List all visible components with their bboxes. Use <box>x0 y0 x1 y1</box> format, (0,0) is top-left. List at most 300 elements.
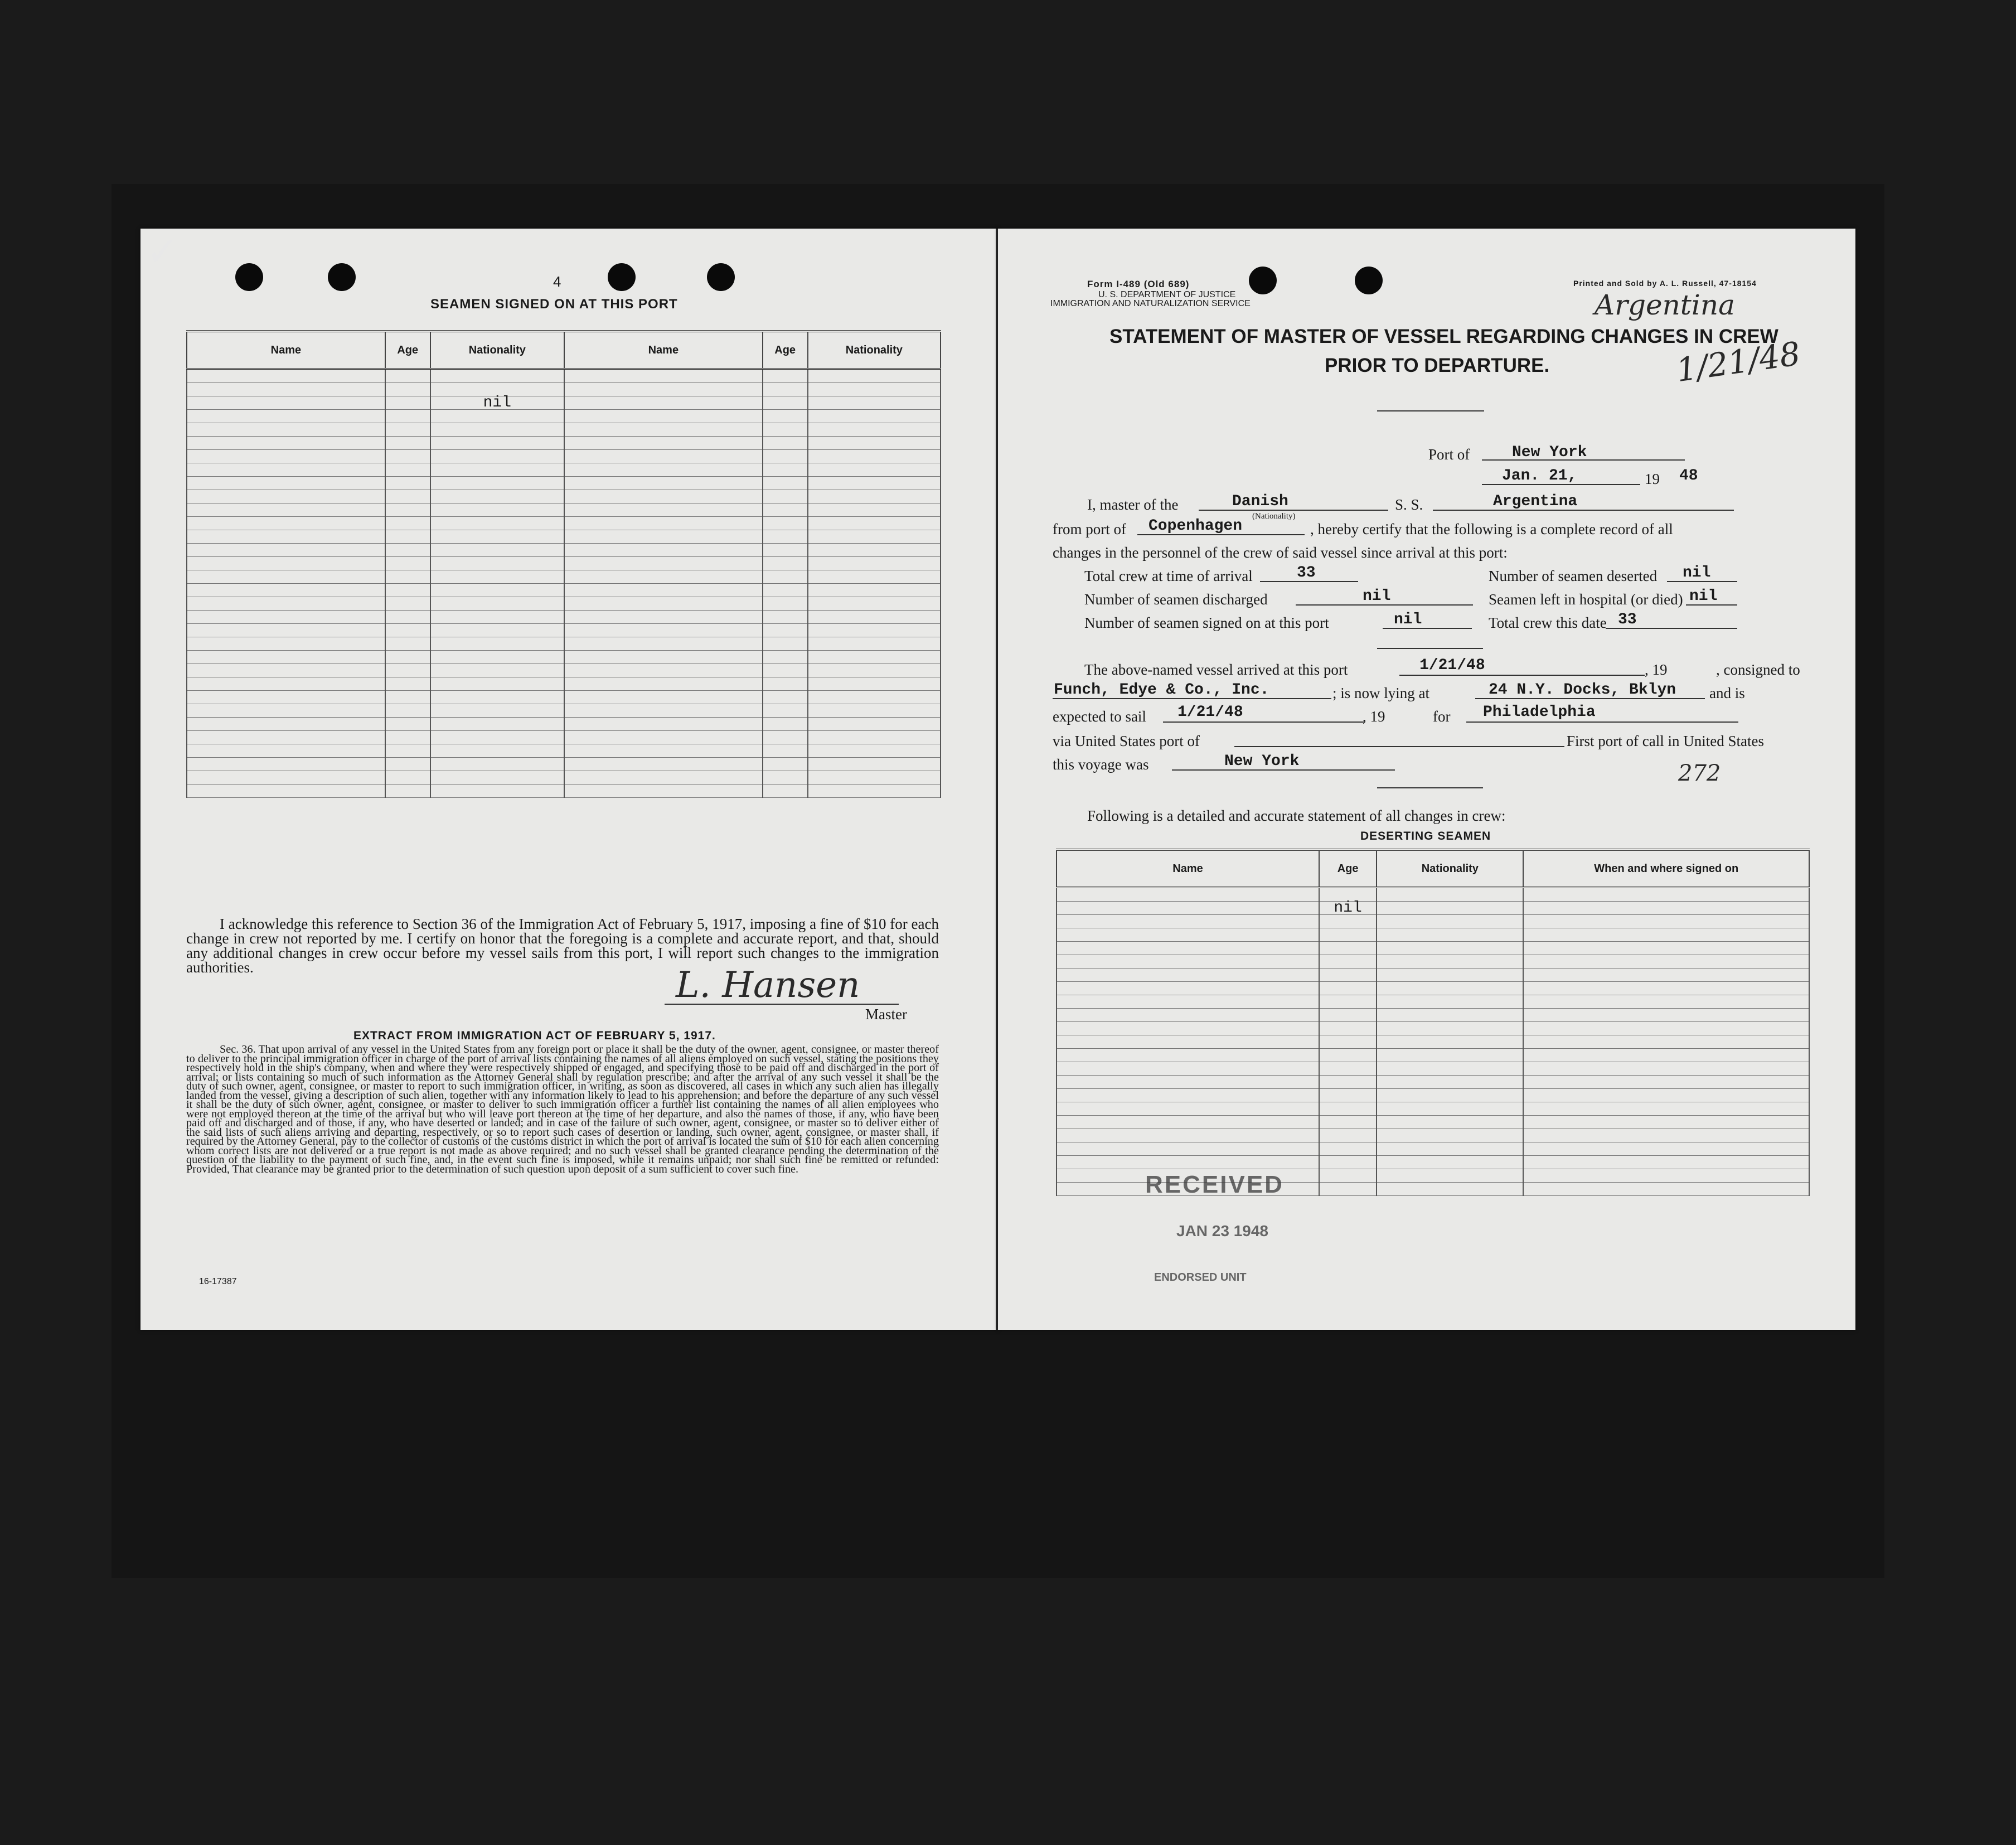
left-heading: SEAMEN SIGNED ON AT THIS PORT <box>430 297 678 312</box>
table-cell <box>1319 1049 1377 1062</box>
table-cell <box>1523 1156 1809 1169</box>
table-cell <box>430 570 564 584</box>
table-cell <box>385 624 430 637</box>
table-cell <box>808 785 941 798</box>
table-cell <box>385 503 430 517</box>
table-cell <box>1319 1142 1377 1156</box>
signature-caption: Master <box>865 1006 907 1023</box>
table-cell <box>763 437 808 450</box>
master-label: I, master of the <box>1087 496 1179 513</box>
table-row <box>187 410 941 423</box>
table-cell <box>430 503 564 517</box>
table-row <box>187 383 941 396</box>
table-cell <box>385 557 430 570</box>
table-row <box>1057 995 1809 1009</box>
table-cell <box>1057 1089 1319 1102</box>
table-cell <box>187 744 385 758</box>
field-line <box>1383 628 1472 629</box>
field-line <box>1137 534 1305 535</box>
field-line <box>1482 484 1640 485</box>
table-cell <box>763 383 808 396</box>
table-cell <box>564 758 763 771</box>
table-cell <box>808 584 941 597</box>
table-cell <box>808 410 941 423</box>
table-cell <box>1057 1142 1319 1156</box>
lying-label: ; is now lying at <box>1332 685 1429 701</box>
table-row <box>187 718 941 731</box>
table-cell <box>1377 1156 1523 1169</box>
arrived-year: , 19 <box>1645 661 1668 678</box>
printer-line: Printed and Sold by A. L. Russell, 47-18154 <box>1573 279 1757 288</box>
table-row <box>1057 1062 1809 1076</box>
hospital-label: Seamen left in hospital (or died) <box>1489 591 1683 608</box>
field-line <box>1475 698 1705 699</box>
table-cell <box>1319 1076 1377 1089</box>
table-cell <box>1319 928 1377 942</box>
sail-value: 1/21/48 <box>1177 704 1243 721</box>
table-cell <box>1523 1129 1809 1142</box>
table-row <box>1057 1022 1809 1035</box>
department-line: U. S. DEPARTMENT OF JUSTICE <box>1098 290 1236 299</box>
section-rule <box>1377 787 1483 788</box>
table-cell <box>564 477 763 490</box>
date-value: Jan. 21, <box>1502 467 1577 485</box>
table-cell <box>385 490 430 503</box>
table-cell <box>564 718 763 731</box>
table-cell <box>808 731 941 744</box>
table-cell <box>1319 1022 1377 1035</box>
table-row <box>187 771 941 785</box>
table-cell <box>808 718 941 731</box>
punch-hole <box>1355 267 1383 294</box>
punch-hole <box>328 263 356 291</box>
field-line <box>1053 698 1331 699</box>
table-cell <box>1057 888 1319 902</box>
table-row <box>187 530 941 544</box>
nationality-caption: (Nationality) <box>1252 512 1296 521</box>
table-cell <box>385 718 430 731</box>
table-row <box>187 423 941 437</box>
first-port-label: First port of call in United States <box>1567 733 1764 749</box>
table-cell <box>187 503 385 517</box>
table-cell <box>808 544 941 557</box>
table-cell <box>564 437 763 450</box>
table-cell <box>430 557 564 570</box>
table-row <box>187 450 941 463</box>
table-cell <box>385 637 430 651</box>
table-cell <box>430 731 564 744</box>
table-cell <box>385 517 430 530</box>
table-cell <box>1523 1076 1809 1089</box>
deserted-value: nil <box>1683 564 1711 582</box>
signature-line <box>665 1004 899 1005</box>
table-cell <box>808 437 941 450</box>
table-cell <box>187 624 385 637</box>
table-cell <box>564 530 763 544</box>
arrived-value: 1/21/48 <box>1419 657 1485 674</box>
table-cell <box>1319 1089 1377 1102</box>
field-line <box>1234 746 1564 747</box>
table-cell <box>763 758 808 771</box>
table-cell <box>564 584 763 597</box>
table-cell <box>1377 968 1523 982</box>
table-row <box>187 664 941 677</box>
table-cell <box>385 437 430 450</box>
table-cell <box>385 731 430 744</box>
table-cell <box>1523 902 1809 915</box>
total-arrival-label: Total crew at time of arrival <box>1084 568 1253 584</box>
table-row <box>1057 928 1809 942</box>
table-cell <box>385 369 430 383</box>
table-cell <box>1377 1089 1523 1102</box>
form-code: 16-17387 <box>199 1277 237 1286</box>
table-cell <box>1057 942 1319 955</box>
table-cell <box>1057 1076 1319 1089</box>
table-cell <box>430 423 564 437</box>
table-cell <box>1523 1009 1809 1022</box>
table-row <box>187 557 941 570</box>
table-cell <box>808 450 941 463</box>
table-cell <box>564 637 763 651</box>
table-cell <box>385 423 430 437</box>
table-cell <box>808 704 941 718</box>
table-cell <box>385 570 430 584</box>
table-row <box>1057 1009 1809 1022</box>
left-page <box>140 229 998 1330</box>
table-cell <box>1319 1183 1377 1196</box>
table-cell <box>1057 1049 1319 1062</box>
table-row <box>187 677 941 691</box>
table-row <box>187 463 941 477</box>
table-cell <box>564 557 763 570</box>
endorsed-stamp: ENDORSED UNIT <box>1154 1271 1247 1284</box>
table-cell <box>564 624 763 637</box>
table-cell <box>430 450 564 463</box>
table-cell <box>187 584 385 597</box>
nil-entry: nil <box>1319 902 1377 915</box>
table-cell <box>187 557 385 570</box>
table-cell <box>808 517 941 530</box>
table-cell <box>763 771 808 785</box>
table-cell <box>187 530 385 544</box>
for-label: for <box>1433 708 1451 725</box>
table-cell <box>430 410 564 423</box>
table-cell <box>763 744 808 758</box>
from-port-label: from port of <box>1053 521 1126 537</box>
table-row <box>1057 942 1809 955</box>
table-cell <box>763 369 808 383</box>
table-cell <box>564 544 763 557</box>
table-cell <box>564 677 763 691</box>
table-cell <box>808 651 941 664</box>
table-cell <box>1057 995 1319 1009</box>
table-cell <box>763 597 808 611</box>
seamen-signed-on-table <box>186 330 941 798</box>
destination-value: Philadelphia <box>1483 704 1596 721</box>
table-cell <box>763 463 808 477</box>
following-text: Following is a detailed and accurate statement of all changes in crew: <box>1087 807 1506 824</box>
table-row <box>187 744 941 758</box>
table-row <box>1057 1049 1809 1062</box>
table-cell <box>763 530 808 544</box>
table-cell <box>1319 982 1377 995</box>
master-signature: L. Hansen <box>676 965 860 1006</box>
field-line <box>1260 581 1358 582</box>
consigned-label: , consigned to <box>1716 661 1800 678</box>
table-cell <box>1377 888 1523 902</box>
table-cell <box>564 410 763 423</box>
table-cell <box>187 410 385 423</box>
table-cell <box>1523 1035 1809 1049</box>
table-cell <box>187 463 385 477</box>
table-row <box>187 691 941 704</box>
table-row <box>187 544 941 557</box>
table-row <box>1057 955 1809 968</box>
table-cell <box>385 410 430 423</box>
table-cell <box>385 744 430 758</box>
nil-entry: nil <box>430 396 564 410</box>
field-line <box>1667 581 1737 582</box>
table-cell <box>187 396 385 410</box>
table-cell <box>385 383 430 396</box>
table-cell <box>430 785 564 798</box>
table-cell <box>187 369 385 383</box>
extract-heading: EXTRACT FROM IMMIGRATION ACT OF FEBRUARY 5, 1917. <box>353 1029 716 1042</box>
page-number: 4 <box>553 273 561 290</box>
table-cell <box>187 651 385 664</box>
table-cell <box>187 704 385 718</box>
table-row <box>187 597 941 611</box>
table-cell <box>187 383 385 396</box>
table-cell <box>808 677 941 691</box>
column-when-where: When and where signed on <box>1523 850 1809 888</box>
table-cell <box>1377 915 1523 928</box>
table-cell <box>763 570 808 584</box>
table-cell <box>1057 1062 1319 1076</box>
table-cell <box>763 450 808 463</box>
table-cell <box>187 477 385 490</box>
table-row <box>187 437 941 450</box>
ss-label: S. S. <box>1395 496 1423 513</box>
table-cell <box>564 691 763 704</box>
table-cell <box>564 785 763 798</box>
table-cell <box>808 597 941 611</box>
ship-value: Argentina <box>1493 493 1578 510</box>
service-line: IMMIGRATION AND NATURALIZATION SERVICE <box>1050 299 1251 308</box>
table-cell <box>1057 1035 1319 1049</box>
table-cell <box>763 718 808 731</box>
table-cell <box>187 758 385 771</box>
table-row <box>1057 902 1809 915</box>
table-cell <box>187 771 385 785</box>
table-cell <box>1319 955 1377 968</box>
field-line <box>1199 510 1388 511</box>
table-cell <box>187 490 385 503</box>
table-cell <box>1319 995 1377 1009</box>
table-row <box>187 785 941 798</box>
table-row <box>1057 1076 1809 1089</box>
table-cell <box>1319 1062 1377 1076</box>
title-rule <box>1377 410 1484 411</box>
table-cell <box>1377 1049 1523 1062</box>
table-cell <box>430 544 564 557</box>
table-row <box>1057 1089 1809 1102</box>
table-cell <box>187 677 385 691</box>
form-title: STATEMENT OF MASTER OF VESSEL REGARDING CHANGES IN CREW <box>1109 326 1778 347</box>
table-cell <box>564 517 763 530</box>
table-row <box>187 490 941 503</box>
table-cell <box>430 718 564 731</box>
table-cell <box>808 369 941 383</box>
table-cell <box>808 490 941 503</box>
table-cell <box>763 517 808 530</box>
table-cell <box>187 423 385 437</box>
table-cell <box>1377 1102 1523 1116</box>
table-cell <box>1057 1102 1319 1116</box>
table-row <box>1057 1129 1809 1142</box>
column-nationality: Nationality <box>1377 850 1523 888</box>
table-cell <box>564 450 763 463</box>
table-cell <box>430 477 564 490</box>
sail-year: , 19 <box>1363 708 1385 725</box>
table-cell <box>430 597 564 611</box>
table-cell <box>1057 1156 1319 1169</box>
table-cell <box>430 758 564 771</box>
table-cell <box>430 517 564 530</box>
table-cell <box>1523 1089 1809 1102</box>
table-cell <box>763 624 808 637</box>
column-age: Age <box>385 331 430 369</box>
sail-label: expected to sail <box>1053 708 1146 725</box>
table-cell <box>1377 1022 1523 1035</box>
signed-on-value: nil <box>1394 611 1422 628</box>
port-value: New York <box>1512 444 1587 461</box>
table-cell <box>1523 955 1809 968</box>
table-cell <box>1057 968 1319 982</box>
table-cell <box>1523 995 1809 1009</box>
voyage-value: New York <box>1224 753 1300 770</box>
field-line <box>1466 721 1738 723</box>
table-cell <box>385 691 430 704</box>
table-row <box>187 637 941 651</box>
table-cell <box>1377 1009 1523 1022</box>
table-cell <box>763 731 808 744</box>
table-cell <box>1057 1022 1319 1035</box>
table-cell <box>385 611 430 624</box>
table-cell <box>187 544 385 557</box>
and-is-text: and is <box>1709 685 1745 701</box>
table-cell <box>430 651 564 664</box>
table-row <box>187 651 941 664</box>
received-stamp: RECEIVED <box>1145 1171 1284 1198</box>
table-cell <box>1377 1062 1523 1076</box>
table-cell <box>430 624 564 637</box>
table-cell <box>808 503 941 517</box>
table-row <box>1057 1142 1809 1156</box>
field-line <box>1296 604 1473 606</box>
table-cell <box>385 771 430 785</box>
table-cell <box>1523 1142 1809 1156</box>
table-cell <box>430 744 564 758</box>
table-cell <box>1377 1116 1523 1129</box>
punch-hole <box>707 263 735 291</box>
table-cell <box>430 691 564 704</box>
punch-hole <box>1249 267 1277 294</box>
page-annotation: 272 <box>1678 761 1721 786</box>
table-cell <box>763 785 808 798</box>
table-cell <box>385 785 430 798</box>
table-cell <box>564 597 763 611</box>
table-row <box>1057 1102 1809 1116</box>
table-cell <box>430 463 564 477</box>
table-row <box>187 731 941 744</box>
form-number: Form I-489 (Old 689) <box>1087 279 1190 289</box>
table-cell <box>1523 1049 1809 1062</box>
table-cell <box>1523 1183 1809 1196</box>
table-cell <box>385 396 430 410</box>
table-cell <box>564 744 763 758</box>
table-cell <box>564 490 763 503</box>
column-age: Age <box>763 331 808 369</box>
table-row <box>187 396 941 410</box>
table-cell <box>1377 1076 1523 1089</box>
table-cell <box>1377 1183 1523 1196</box>
table-row <box>1057 915 1809 928</box>
table-cell <box>1377 942 1523 955</box>
table-cell <box>1377 1035 1523 1049</box>
table-cell <box>564 423 763 437</box>
table-cell <box>385 664 430 677</box>
table-cell <box>430 369 564 383</box>
table-cell <box>430 771 564 785</box>
table-cell <box>763 557 808 570</box>
table-cell <box>1377 982 1523 995</box>
discharged-value: nil <box>1363 588 1391 605</box>
table-cell <box>808 463 941 477</box>
table-cell <box>385 544 430 557</box>
acknowledgment-text: I acknowledge this reference to Section 36 of the Immigration Act of February 5, 1917, imposing a fine of $10 for each change in crew not reported by me. I certify on honor that the foregoing is a complete and accurate report, and that, should any additional changes in crew occur before my vessel sails from this port, I will report such changes to the immigration authorities. <box>186 916 939 976</box>
table-cell <box>1319 1102 1377 1116</box>
column-nationality: Nationality <box>808 331 941 369</box>
table-cell <box>385 450 430 463</box>
table-cell <box>430 437 564 450</box>
table-row <box>187 517 941 530</box>
table-cell <box>763 704 808 718</box>
table-cell <box>1523 888 1809 902</box>
table-row <box>187 611 941 624</box>
arrived-label: The above-named vessel arrived at this port <box>1084 661 1348 678</box>
table-cell <box>1319 1009 1377 1022</box>
changes-text: changes in the personnel of the crew of said vessel since arrival at this port: <box>1053 544 1508 561</box>
table-cell <box>808 611 941 624</box>
table-cell <box>564 570 763 584</box>
table-cell <box>808 477 941 490</box>
table-cell <box>1319 1156 1377 1169</box>
table-cell <box>430 584 564 597</box>
table-cell <box>430 637 564 651</box>
via-label: via United States port of <box>1053 733 1200 749</box>
table-cell <box>1057 1009 1319 1022</box>
table-cell <box>1377 995 1523 1009</box>
table-row <box>1057 888 1809 902</box>
checkmark: ✓ <box>146 229 179 274</box>
table-cell <box>1523 1116 1809 1129</box>
table-cell <box>763 691 808 704</box>
field-line <box>1399 675 1645 676</box>
table-cell <box>808 557 941 570</box>
table-cell <box>187 450 385 463</box>
received-stamp-date: JAN 23 1948 <box>1176 1222 1269 1239</box>
